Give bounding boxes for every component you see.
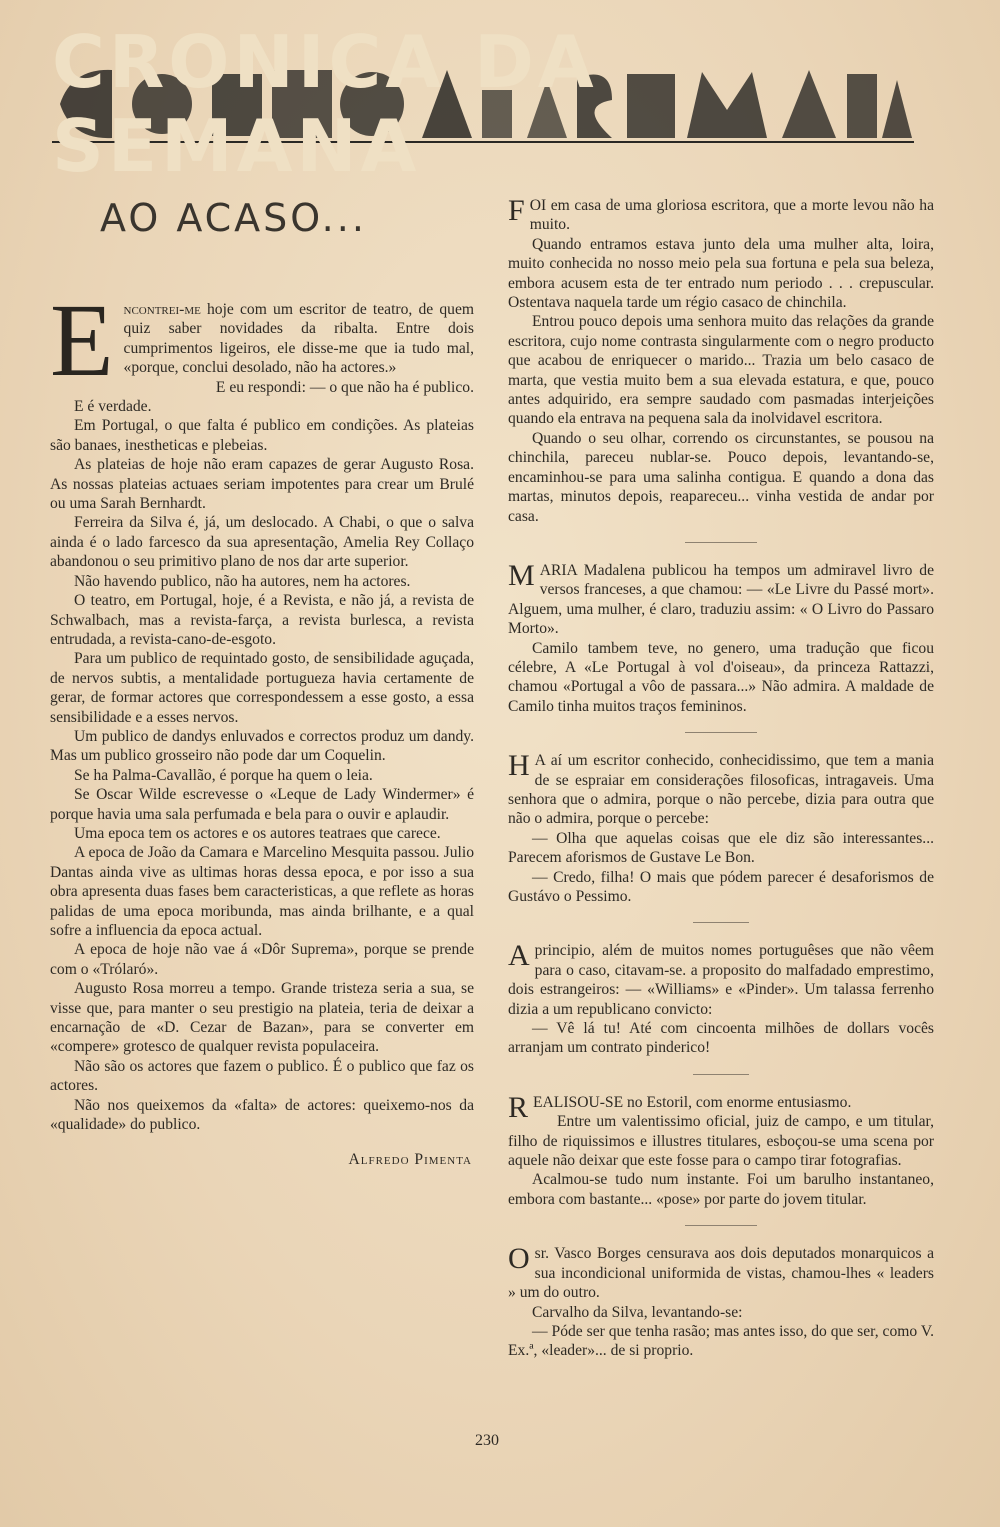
item-paragraph: A aí um escritor conhecido, conhecidissimo, que tem a mania de se espraiar em considerações filosoficas, intragaveis. Uma senhora que o admira, porque o não percebe, dizia para outra que não o admira, porque o percebe: xyxy=(508,752,934,828)
item-paragraph: Quando entramos estava junto dela uma mulher alta, loira, muito conhecida no nosso meio pela sua fortuna e pela sua beleza, embora acusem esta de ter entrado num periodo . . . crepuscular. Ostentava naquela tarde um régio casaco de chinchila. xyxy=(508,235,934,312)
left-column xyxy=(50,283,474,1170)
left-paragraph: A epoca de João da Camara e Marcelino Mesquita passou. Julio Dantas ainda vive as ultimas horas dessa epoca, e por isso a sua obra apresenta duas fases bem caracteristicas, a que reflete as horas palidas de uma epoca moribunda, mas ainda brilhante, e a qual sofre a influencia da epoca actual. xyxy=(50,844,474,939)
separator-rule xyxy=(685,1225,757,1226)
left-paragraph: Ferreira da Silva é, já, um deslocado. A Chabi, o que o salva ainda é o lado farcesco da sua apresentação, Amelia Rey Collaço abandonou o seu primitivo plano de nos dar arte superior. xyxy=(50,514,474,571)
item-paragraph: Camilo tambem teve, no genero, uma tradução que ficou célebre, A «Le Portugal à vol d'oiseau», da princeza Rattazzi, chamou «Portugal a vôo de passara...» Não admira. A maldade de Camilo tinha muitos traços femininos. xyxy=(508,639,934,715)
masthead-title: CRONICA DA SEMANA xyxy=(52,20,598,188)
item-paragraph: — Olha que aquelas coisas que ele diz são interessantes... Parecem aforismos de Gustave Le Bon. xyxy=(508,829,934,867)
item-paragraph: EALISOU-SE no Estoril, com enorme entusiasmo. xyxy=(533,1093,852,1111)
left-paragraph: Não são os actores que fazem o publico. É o publico que faz os actores. xyxy=(50,1057,474,1095)
dropcap: M xyxy=(508,558,535,592)
item-paragraph: — Póde ser que tenha rasão; mas antes isso, do que ser, como V. Ex.ª, «leader»... de si proprio. xyxy=(508,1322,934,1360)
separator-rule xyxy=(685,732,757,733)
article-title: AO ACASO... xyxy=(100,196,367,240)
item-paragraph: Entre um valentissimo oficial, juiz de campo, e um titular, filho de riquissimos e illustres titulares, esboçou-se uma scena por aquele não deixar que este fosse para o campo tirar fotografias. xyxy=(508,1113,934,1170)
left-paragraph: Para um publico de requintado gosto, de sensibilidade aguçada, de nervos subtis, a mentalidade portugueza havia certamente de gerar, de formar actores que correspondessem a esse gosto, a essa sensibilidade e a esses nervos. xyxy=(50,650,474,726)
dropcap: O xyxy=(508,1242,530,1276)
masthead-banner xyxy=(52,20,914,188)
separator-rule xyxy=(685,542,757,543)
separator-rule xyxy=(693,1074,749,1075)
left-paragraph: Se Oscar Wilde escrevesse o «Leque de Lady Windermer» é porque havia uma sala perfumada e bela para o ouvir e aplaudir. xyxy=(50,786,474,823)
news-item xyxy=(508,1090,934,1209)
left-paragraph: Um publico de dandys enluvados e correctos produz um dandy. Mas um publico grosseiro não pode dar um Coquelin. xyxy=(50,727,474,765)
left-paragraph: hoje com um escritor de teatro, de quem quiz saber novidades da ribalta. Entre dois cumprimentos ligeiros, ele disse-me que ia tudo mal, «porque, conclui desolado, não ha actores.» xyxy=(123,301,474,377)
item-paragraph: Carvalho da Silva, levantando-se: xyxy=(532,1303,743,1321)
left-paragraph: A epoca de hoje não vae á «Dôr Suprema», porque se prende com o «Trólaró». xyxy=(50,941,474,978)
item-paragraph: ARIA Madalena publicou ha tempos um admiravel livro de versos franceses, a que chamou: — «Le Livre du Passé mort». Alguem, uma mulher, é claro, traduziu assim: « O Livro do Passaro Morto». xyxy=(508,561,934,638)
first-word-smallcaps: ncontrei-me xyxy=(123,301,201,318)
left-paragraph: Augusto Rosa morreu a tempo. Grande tristeza seria a sua, se visse que, para manter o seu prestigio na plateia, teria de deixar a encarnação de «D. Cezar de Bazan», para se converter em «compere» grotesco de qualquer revista populaceira. xyxy=(50,980,474,1056)
left-paragraph: O teatro, em Portugal, hoje, é a Revista, e não já, a revista de Schwalbach, mas a revista-farça, a revista burlesca, a revista entrudada, a revista-cano-de-esgoto. xyxy=(50,592,474,648)
item-paragraph: — Credo, filha! O mais que pódem parecer é desaforismos de Gustávo o Pessimo. xyxy=(508,868,934,905)
item-paragraph: Entrou pouco depois uma senhora muito das relações da grande escritora, cujo nome contrasta singularmente com o negro producto que acabou de enriquecer o marido... Trazia um belo casaco de marta, que vestia muito bem a sua elevada estatura, e que, pouco antes adquirido, era sempre saudado com pasmadas interjeições quando ela entrava na pequena sala da inolvidavel escritora. xyxy=(508,313,934,428)
item-paragraph: — Vê lá tu! Até com cincoenta milhões de dollars vocês arranjam um contrato pinderico! xyxy=(508,1020,934,1057)
left-paragraph: Não nos queixemos da «falta» de actores: queixemo-nos da «qualidade» do publico. xyxy=(50,1096,474,1134)
dropcap: F xyxy=(508,194,525,227)
page-number: 230 xyxy=(475,1432,499,1449)
left-paragraph: E eu respondi: — o que não ha é publico. xyxy=(215,378,474,396)
news-item xyxy=(508,196,934,526)
item-paragraph: Acalmou-se tudo num instante. Foi um barulho instantaneo, embora com bastante... «pose» por parte do jovem titular. xyxy=(508,1171,934,1208)
dropcap: R xyxy=(508,1090,529,1124)
left-paragraph: Se ha Palma-Cavallão, é porque ha quem o leia. xyxy=(74,766,373,784)
separator-rule xyxy=(693,922,749,923)
left-paragraph: E é verdade. xyxy=(74,398,152,416)
item-paragraph: Quando o seu olhar, correndo os circunstantes, se pousou na chinchila, pareceu nublar-se. Pouco depois, levantando-se, encaminhou-se para uma salinha contigua. E quando a dona das martas, minutos depois, reapareceu... vinha vestida de andar por casa. xyxy=(508,429,934,525)
left-paragraph: Uma epoca tem os actores e os autores teatraes que carece. xyxy=(74,824,441,842)
dropcap: H xyxy=(508,749,530,783)
news-item xyxy=(508,558,934,716)
item-paragraph: principio, além de muitos nomes portuguêses que não vêem para o caso, citavam-se. a proposito do malfadado emprestimo, dois estrangeiros: — «Williams» e «Pinder». Um talassa ferrenho dizia a um republicano convicto: xyxy=(508,942,934,1018)
left-paragraph: Não havendo publico, não ha autores, nem ha actores. xyxy=(74,572,411,590)
item-paragraph: OI em casa de uma gloriosa escritora, que a morte levou não ha muito. xyxy=(529,197,934,234)
right-column xyxy=(508,196,934,1361)
news-item xyxy=(508,941,934,1057)
news-item xyxy=(508,751,934,906)
left-paragraph: As plateias de hoje não eram capazes de gerar Augusto Rosa. As nossas plateias actuaes seriam impotentes para crear um Brulé ou uma Sarah Bernhardt. xyxy=(50,456,474,513)
item-paragraph: sr. Vasco Borges censurava aos dois deputados monarquicos a sua incondicional uniformida de vistas, chamou-lhes « leaders » um do outro. xyxy=(508,1245,934,1302)
news-item xyxy=(508,1244,934,1360)
dropcap: A xyxy=(508,939,530,973)
signature: Alfredo Pimenta xyxy=(348,1151,472,1169)
dropcap-e: E xyxy=(50,283,114,398)
left-paragraph: Em Portugal, o que falta é publico em condições. As plateias são banaes, inestheticas e plebeias. xyxy=(50,417,474,454)
